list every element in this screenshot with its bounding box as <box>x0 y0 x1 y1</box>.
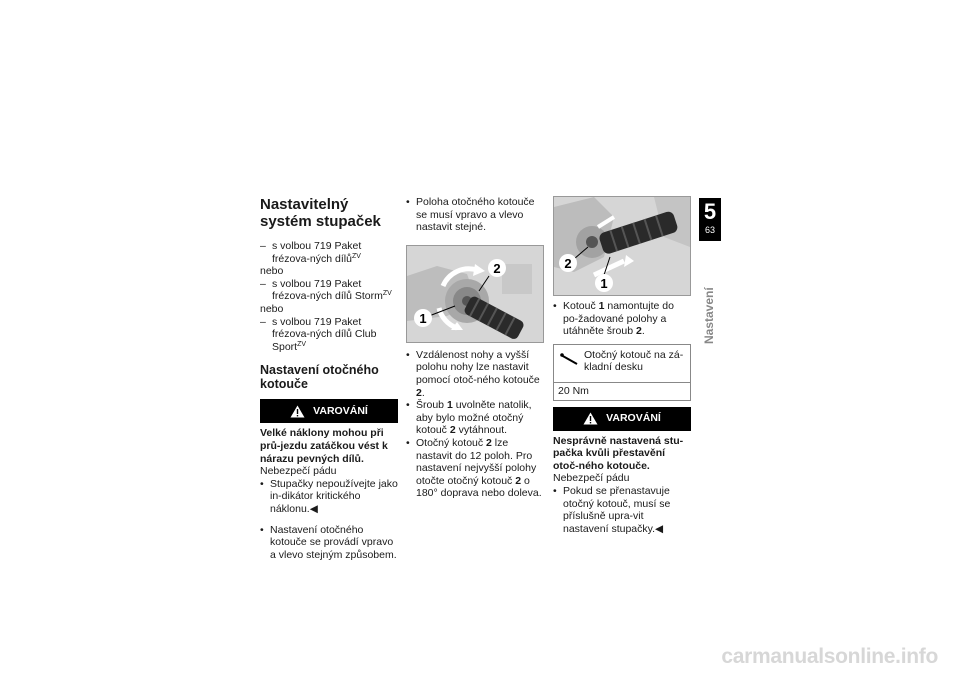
or-text: nebo <box>260 302 284 315</box>
option-text: s volbou 719 Paket frézova-ných dílů Club Sport <box>272 315 377 353</box>
text: Otočný kotouč <box>416 436 487 449</box>
list-item: • Poloha otočného kotouče se musí vpravo a vlevo nastavit stejné. <box>406 196 545 234</box>
torque-spec-box <box>553 344 691 401</box>
warning-label: VAROVÁNÍ <box>313 405 368 418</box>
warning-triangle-icon <box>290 405 305 418</box>
ref: 2 <box>416 386 422 399</box>
chapter-side-label: Nastavení <box>702 287 716 344</box>
ref: 2 <box>486 436 492 449</box>
warning-heading: Nesprávně nastavená stu-pačka kvůli přestavění otoč-ného kotouče. <box>553 434 684 472</box>
column-middle <box>406 196 545 500</box>
option-item <box>260 316 398 354</box>
option-text: s volbou 719 Paket frézova-ných dílů Storm <box>272 277 383 303</box>
text: o 180° doprava nebo doleva. <box>416 474 542 500</box>
option-item <box>260 278 398 303</box>
torque-description: Otočný kotouč na zá-kladní desku <box>584 348 684 374</box>
or-text: nebo <box>260 265 284 278</box>
warning-heading: Velké náklony mohou při prů-jezdu zatáčkou vést k nárazu pevných dílů. <box>260 427 388 465</box>
figure-label-2: 2 <box>493 260 501 276</box>
ref: 1 <box>598 300 605 312</box>
warning-text: Nebezpečí pádu <box>553 472 630 485</box>
text: Kotouč <box>563 300 599 312</box>
watermark: carmanualsonline.info <box>721 645 938 668</box>
warning-text: Nebezpečí pádu <box>260 465 337 478</box>
figure-footpeg-mount-photo <box>553 196 691 296</box>
torque-spec-row <box>554 345 690 383</box>
section-title: Nastavitelný systém stupaček <box>260 196 381 230</box>
list-item <box>406 437 545 500</box>
list-item: • Pokud se přenastavuje otočný kotouč, musí se příslušně upra-vit nastavení stupačky.◀ <box>553 485 691 535</box>
figure-footpeg-photo <box>406 245 544 343</box>
list-item <box>406 349 545 399</box>
subsection-title: Nastavení otočného kotouče <box>260 363 379 392</box>
text: namontujte do po-žadované polohy a utáhněte šroub <box>563 300 674 338</box>
footpeg-mount-illustration <box>554 197 690 295</box>
text: Šroub <box>416 399 447 412</box>
list-item: • Nastavení otočného kotouče se provádí vpravo a vlevo stejným způsobem. <box>260 524 398 562</box>
text: . <box>641 325 645 338</box>
warning-label: VAROVÁNÍ <box>606 412 661 425</box>
text: lze nastavit do 12 poloh. Pro nastavení nejvyšší polohy otočte otočný kotouč <box>416 436 537 487</box>
text: Vzdálenost nohy a vyšší polohu nohy lze nastavit pomocí otoč-ného kotouče <box>416 348 540 386</box>
option-text: s volbou 719 Paket frézova-ných dílů <box>272 240 362 265</box>
torque-wrench-icon <box>560 353 578 365</box>
ref: 1 <box>446 399 453 412</box>
figure-label-1: 1 <box>600 276 608 291</box>
page-number: 63 <box>704 225 715 235</box>
warning-triangle-icon <box>583 412 598 425</box>
text: . <box>421 386 425 399</box>
option-sup: ZV <box>351 252 361 260</box>
list-item <box>553 300 691 338</box>
ref: 2 <box>635 325 642 338</box>
footpeg-illustration <box>407 246 543 342</box>
text: vytáhnout. <box>455 424 508 437</box>
text: uvolněte natolik, aby bylo možné otočný kotouč <box>416 399 532 437</box>
chapter-tab <box>699 198 721 241</box>
ref: 2 <box>515 474 522 487</box>
figure-label-1: 1 <box>419 310 427 326</box>
ref: 2 <box>449 424 456 437</box>
warning-box <box>260 399 398 423</box>
option-sup: ZV <box>297 340 307 348</box>
option-item <box>260 240 398 265</box>
figure-label-2: 2 <box>564 256 572 271</box>
column-left <box>260 196 398 561</box>
column-right <box>553 196 691 535</box>
warning-box <box>553 407 691 431</box>
option-sup: ZV <box>382 290 392 298</box>
list-item: • Stupačky nepoužívejte jako in-dikátor kritického náklonu.◀ <box>260 478 398 516</box>
list-item <box>406 399 545 437</box>
torque-value: 20 Nm <box>558 384 589 397</box>
chapter-number: 5 <box>703 199 717 224</box>
